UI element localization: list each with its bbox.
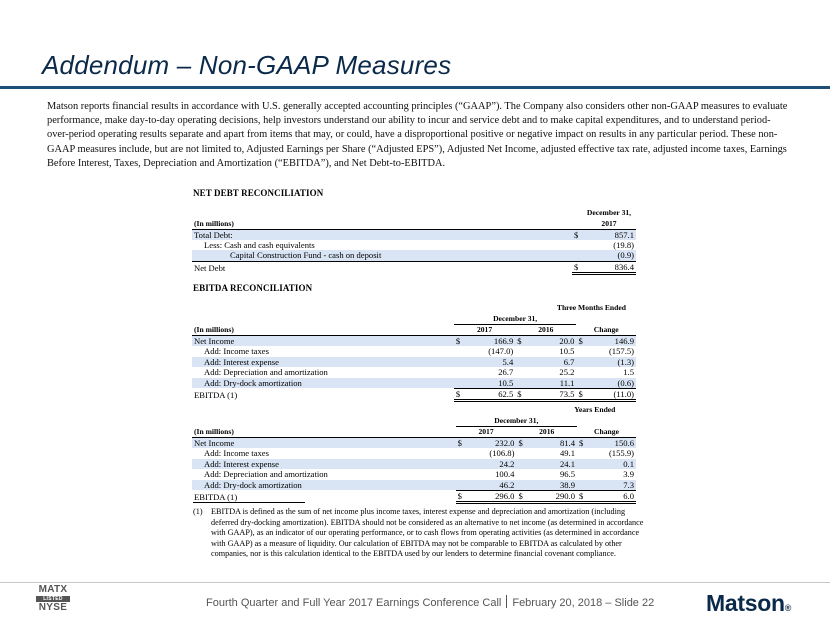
currency-symbol [576, 346, 586, 357]
row-value: 1.5 [623, 367, 634, 378]
row-label: Add: Income taxes [204, 346, 269, 357]
row-value: 146.9 [586, 335, 636, 346]
col-change: Change [577, 426, 636, 437]
currency-symbol [515, 378, 525, 389]
table-row [192, 480, 636, 491]
brand-name: Matson [706, 590, 785, 616]
row-label: Add: Income taxes [204, 448, 269, 459]
row-value: (19.8) [613, 240, 634, 251]
table-row [192, 437, 636, 448]
table-row [192, 250, 636, 261]
row-value: (1.3) [586, 357, 636, 368]
row-value: 3.9 [623, 469, 634, 480]
currency-symbol: $ [454, 388, 464, 400]
currency-symbol [454, 357, 464, 368]
row-value: 11.1 [525, 378, 576, 389]
row-value: (0.9) [582, 250, 636, 261]
net-debt-table [192, 208, 636, 275]
table-row [192, 388, 636, 400]
currency-symbol [456, 469, 466, 480]
units-label: (In millions) [192, 426, 456, 437]
row-value: 232.0 [466, 437, 517, 448]
table-row [192, 346, 636, 357]
matson-logo [706, 590, 791, 617]
period-header-1: Years Ended [574, 405, 616, 415]
currency-symbol [516, 448, 526, 459]
currency-symbol [576, 378, 586, 389]
footnote [193, 507, 648, 560]
period-header-row [192, 405, 636, 416]
row-label: Less: Cash and cash equivalents [204, 240, 315, 251]
row-value: 6.7 [525, 357, 576, 368]
row-value: 62.5 [464, 388, 515, 400]
currency-symbol [577, 448, 587, 459]
units-label: (In millions) [192, 324, 454, 335]
table-row [192, 261, 636, 273]
period-header-1: Three Months Ended [556, 303, 626, 313]
title-divider [0, 86, 830, 89]
row-value: 81.4 [526, 437, 577, 448]
ticker-text: MATX [38, 584, 68, 595]
currency-symbol: $ [572, 261, 582, 273]
row-label: EBITDA (1) [194, 390, 238, 401]
row-value: 73.5 [525, 388, 576, 400]
row-value: 10.5 [464, 378, 515, 389]
table-row [192, 448, 636, 459]
currency-symbol: $ [516, 490, 526, 502]
period-header-2: December 31, [454, 314, 577, 325]
row-label: Net Debt [194, 263, 226, 274]
row-value: 96.5 [559, 469, 575, 480]
row-label: Net Income [192, 437, 456, 448]
row-value: 20.0 [525, 335, 576, 346]
row-value: 6.0 [587, 490, 636, 502]
currency-symbol [454, 367, 464, 378]
currency-symbol: $ [577, 437, 587, 448]
currency-symbol [454, 346, 464, 357]
row-value: (106.8) [489, 448, 515, 459]
currency-symbol [456, 480, 466, 491]
col-2017: 2017 [454, 324, 515, 335]
intro-paragraph: Matson reports financial results in accordance with U.S. generally accepted accounting principles (“GAAP”). The Company also considers other non-GAAP measures to evaluate performance, make day-to-day operating decisions, help investors understand our ability to incur and service debt and to make capital expenditures, and to understand period-over-period operating results separate and apart from items that may, or could, have a disproportional positive or negative impact on results in any particular period. These non-GAAP measures include, but are not limited to, Adjusted Earnings per Share (“Adjusted EPS”), Adjusted Net Income, adjusted effective tax rate, adjusted income taxes, Earnings Before Interest, Taxes, Depreciation and Amortization (“EBITDA”), and Net Debt-to-EBITDA. [47, 101, 788, 169]
row-value: 26.7 [498, 367, 514, 378]
slide-footer [206, 595, 654, 609]
currency-symbol: $ [456, 437, 466, 448]
period-header-2: December 31, [456, 416, 577, 427]
table-row [192, 378, 636, 389]
net-debt-col-header-2: 2017 [582, 219, 636, 230]
row-value: (157.5) [608, 346, 634, 357]
col-change: Change [576, 324, 636, 335]
table-row [192, 229, 636, 240]
currency-symbol: $ [454, 335, 464, 346]
nyse-listed-logo [36, 585, 70, 613]
row-label: Capital Construction Fund - cash on deposit [192, 250, 572, 261]
currency-symbol: $ [577, 490, 587, 502]
row-value: 46.2 [466, 480, 517, 491]
currency-symbol [576, 357, 586, 368]
row-value: 150.6 [587, 437, 636, 448]
row-label: EBITDA (1) [194, 492, 238, 503]
net-debt-col-header-1: December 31, [586, 208, 632, 218]
row-value: 38.9 [526, 480, 577, 491]
row-value: 24.2 [466, 459, 517, 470]
row-label: Add: Depreciation and amortization [204, 367, 328, 378]
net-debt-header-row [192, 219, 636, 230]
currency-symbol [516, 469, 526, 480]
row-value: 24.1 [526, 459, 577, 470]
currency-symbol: $ [515, 335, 525, 346]
row-label: Net Income [192, 335, 454, 346]
currency-symbol: $ [516, 437, 526, 448]
ebitda-year-table [192, 405, 636, 504]
column-header-row [192, 324, 636, 335]
footer-separator [506, 595, 507, 608]
row-value: 25.2 [559, 367, 575, 378]
currency-symbol [454, 378, 464, 389]
row-value: 857.1 [582, 229, 636, 240]
footnote-divider [193, 502, 305, 503]
row-value: 0.1 [587, 459, 636, 470]
row-value: (0.6) [586, 378, 636, 389]
ebitda-quarter-table [192, 303, 636, 402]
row-value: (147.0) [488, 346, 514, 357]
net-debt-header-row [192, 208, 636, 219]
period-header-row [192, 303, 636, 314]
row-value: (155.9) [608, 448, 634, 459]
currency-symbol [577, 459, 587, 470]
row-value: 10.5 [559, 346, 575, 357]
table-row [192, 357, 636, 368]
col-2017: 2017 [456, 426, 517, 437]
row-value: 7.3 [587, 480, 636, 491]
row-value: 49.1 [559, 448, 575, 459]
currency-symbol: $ [456, 490, 466, 502]
table-row [192, 490, 636, 502]
footnote-text: EBITDA is defined as the sum of net income plus income taxes, interest expense and depreciation and amortization (including deferred dry-docking amortization). EBITDA should not be considered as an alternative to net income (as determined in accordance with GAAP), as an indicator of our operating performance, or to cash flows from operating activities (as determined in accordance with GAAP) as a measure of liquidity. Our calculation of EBITDA may not be comparable to EBITDA as calculated by other companies, nor is this calculation identical to the EBITDA used by our lenders to determine financial covenant compliance. [211, 507, 644, 559]
row-label: Add: Dry-dock amortization [192, 378, 454, 389]
table-row [192, 367, 636, 378]
row-value: (11.0) [586, 388, 636, 400]
row-value: 5.4 [464, 357, 515, 368]
currency-symbol: $ [576, 388, 586, 400]
period-header-row [192, 416, 636, 427]
currency-symbol [577, 480, 587, 491]
column-header-row [192, 426, 636, 437]
currency-symbol [515, 357, 525, 368]
registered-mark: ® [784, 603, 792, 613]
row-value: 296.0 [466, 490, 517, 502]
footer-event: Fourth Quarter and Full Year 2017 Earnings Conference Call [206, 597, 502, 609]
row-label: Add: Depreciation and amortization [204, 469, 328, 480]
currency-symbol: $ [515, 388, 525, 400]
row-label: Add: Interest expense [192, 357, 454, 368]
currency-symbol [456, 459, 466, 470]
currency-symbol [515, 367, 525, 378]
row-label: Add: Interest expense [192, 459, 456, 470]
currency-symbol [516, 480, 526, 491]
currency-symbol: $ [572, 229, 582, 240]
row-value: 100.4 [495, 469, 515, 480]
col-2016: 2016 [516, 426, 577, 437]
footer-divider [0, 582, 830, 583]
currency-symbol [515, 346, 525, 357]
currency-symbol [516, 459, 526, 470]
table-row [192, 335, 636, 346]
currency-symbol [577, 469, 587, 480]
period-header-row [192, 314, 636, 325]
currency-symbol [576, 367, 586, 378]
row-value: 290.0 [526, 490, 577, 502]
footnote-number: (1) [193, 507, 203, 516]
table-row [192, 459, 636, 470]
currency-symbol [456, 448, 466, 459]
row-label: Total Debt: [192, 229, 572, 240]
row-value: 836.4 [582, 261, 636, 273]
exchange-text: NYSE [38, 602, 68, 613]
listed-text: LISTED [36, 596, 70, 602]
net-debt-units: (In millions) [192, 219, 572, 230]
row-value: 166.9 [464, 335, 515, 346]
table-row [192, 240, 636, 251]
col-2016: 2016 [515, 324, 576, 335]
row-label: Add: Dry-dock amortization [192, 480, 456, 491]
slide-title: Addendum – Non-GAAP Measures [42, 50, 452, 80]
net-debt-heading: NET DEBT RECONCILIATION [193, 188, 324, 198]
table-row [192, 469, 636, 480]
currency-symbol: $ [576, 335, 586, 346]
ebitda-heading: EBITDA RECONCILIATION [193, 283, 313, 293]
footer-date-slide: February 20, 2018 – Slide 22 [512, 597, 655, 609]
